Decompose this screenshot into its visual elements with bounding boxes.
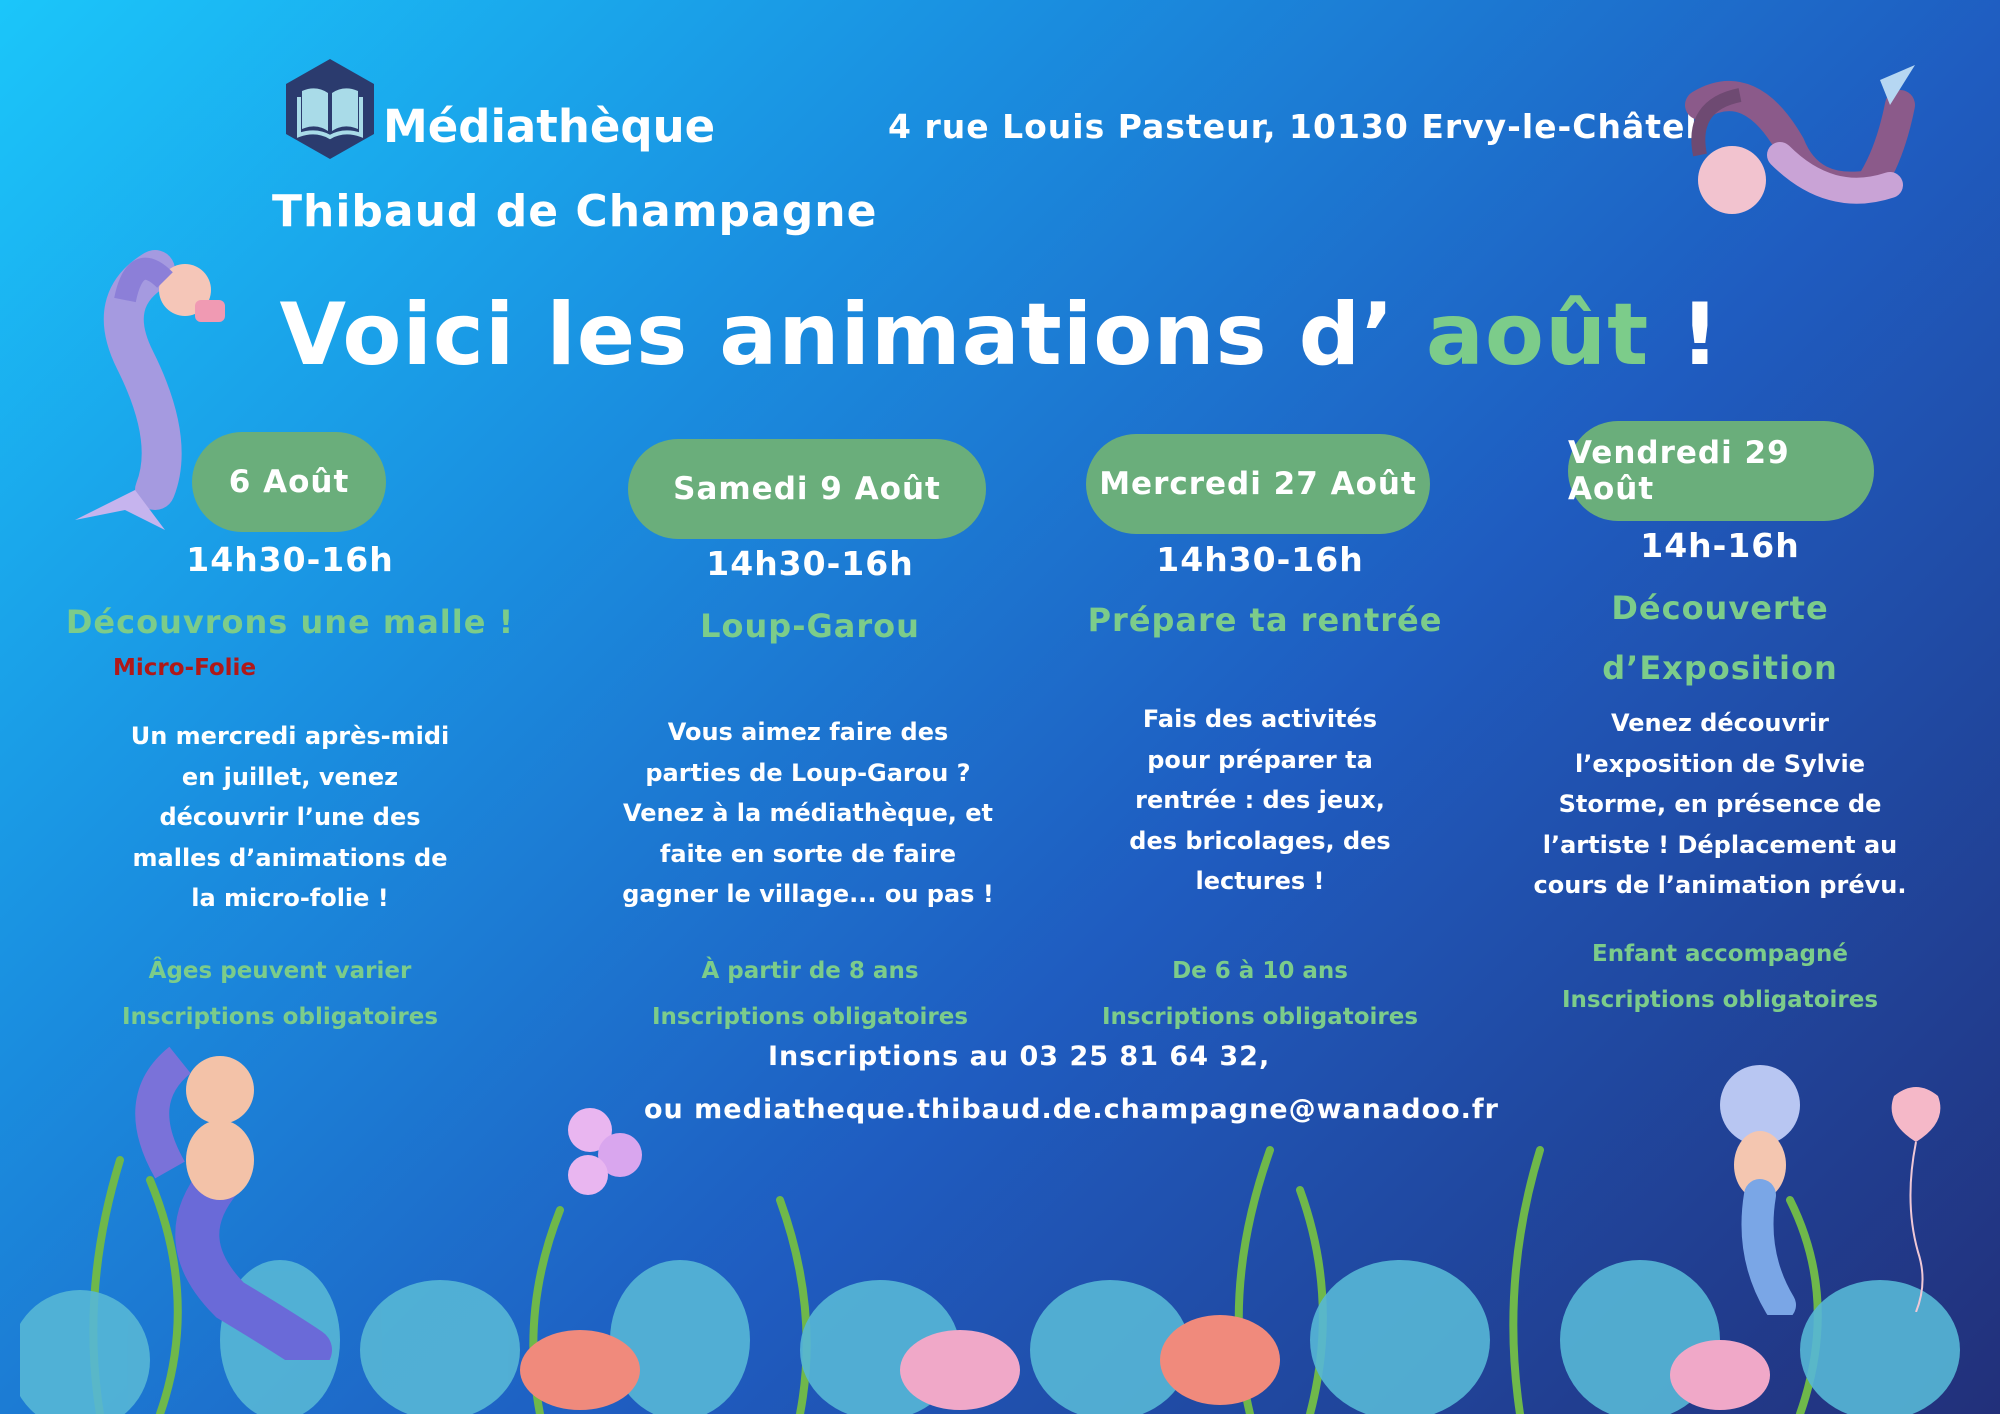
event-description: Venez découvrir l’exposition de Sylvie Storme, en présence de l’artiste ! Déplacement au cours de l’animation prévu.: [1533, 709, 1907, 899]
mermaid-illustration: [1660, 35, 1920, 250]
event-registration: Inscriptions obligatoires: [651, 1004, 969, 1030]
event-tag: Micro-Folie: [113, 655, 257, 681]
mermaid-illustration: [110, 1040, 340, 1360]
page-title: [0, 285, 2000, 385]
mermaid-illustration: [1680, 1055, 1840, 1315]
event-title: Prépare ta rentrée: [1087, 601, 1443, 639]
event-registration: Inscriptions obligatoires: [1101, 1004, 1419, 1030]
library-address: 4 rue Louis Pasteur, 10130 Ervy-le-Châtel: [888, 107, 1698, 146]
shell-balloon-illustration: [1888, 1082, 1944, 1312]
balloon-illustration: [560, 1100, 650, 1220]
event-age: Âges peuvent varier: [148, 958, 412, 984]
event-time: 14h-16h: [1640, 526, 1800, 565]
title-text-start: Voici les animations d’: [279, 285, 1426, 385]
event-time: 14h30-16h: [1156, 540, 1364, 579]
contact-phone: Inscriptions au 03 25 81 64 32,: [768, 1041, 1271, 1072]
event-description: Un mercredi après-midi en juillet, venez découvrir l’une des malles d’animations de la micro-folie !: [130, 722, 450, 912]
event-time: 14h30-16h: [706, 544, 914, 583]
contact-email: ou mediatheque.thibaud.de.champagne@wanadoo.fr: [644, 1094, 1499, 1125]
event-date-badge: Mercredi 27 Août: [1086, 434, 1430, 534]
event-age: Enfant accompagné: [1592, 941, 1848, 967]
library-name: Médiathèque: [383, 100, 716, 153]
event-date-badge: 6 Août: [192, 432, 386, 532]
title-month: août: [1425, 285, 1650, 385]
book-logo-icon: [282, 57, 378, 161]
event-description: Fais des activités pour préparer ta rentrée : des jeux, des bricolages, des lectures !: [1129, 705, 1391, 895]
event-registration: Inscriptions obligatoires: [121, 1004, 439, 1030]
title-text-end: !: [1649, 285, 1721, 385]
library-subtitle: Thibaud de Champagne: [272, 186, 878, 237]
event-title: Découverte d’Exposition: [1602, 589, 1838, 687]
event-age: À partir de 8 ans: [701, 958, 919, 984]
event-description: Vous aimez faire des parties de Loup-Garou ? Venez à la médiathèque, et faite en sorte de faire gagner le village... ou pas !: [622, 718, 994, 908]
event-title: Découvrons une malle !: [65, 603, 515, 641]
event-title: Loup-Garou: [700, 607, 920, 645]
event-registration: Inscriptions obligatoires: [1561, 987, 1879, 1013]
event-date-badge: Samedi 9 Août: [628, 439, 986, 539]
event-time: 14h30-16h: [186, 540, 394, 579]
event-date-badge: Vendredi 29 Août: [1568, 421, 1874, 521]
mermaid-illustration: [65, 240, 245, 530]
event-age: De 6 à 10 ans: [1172, 958, 1348, 984]
